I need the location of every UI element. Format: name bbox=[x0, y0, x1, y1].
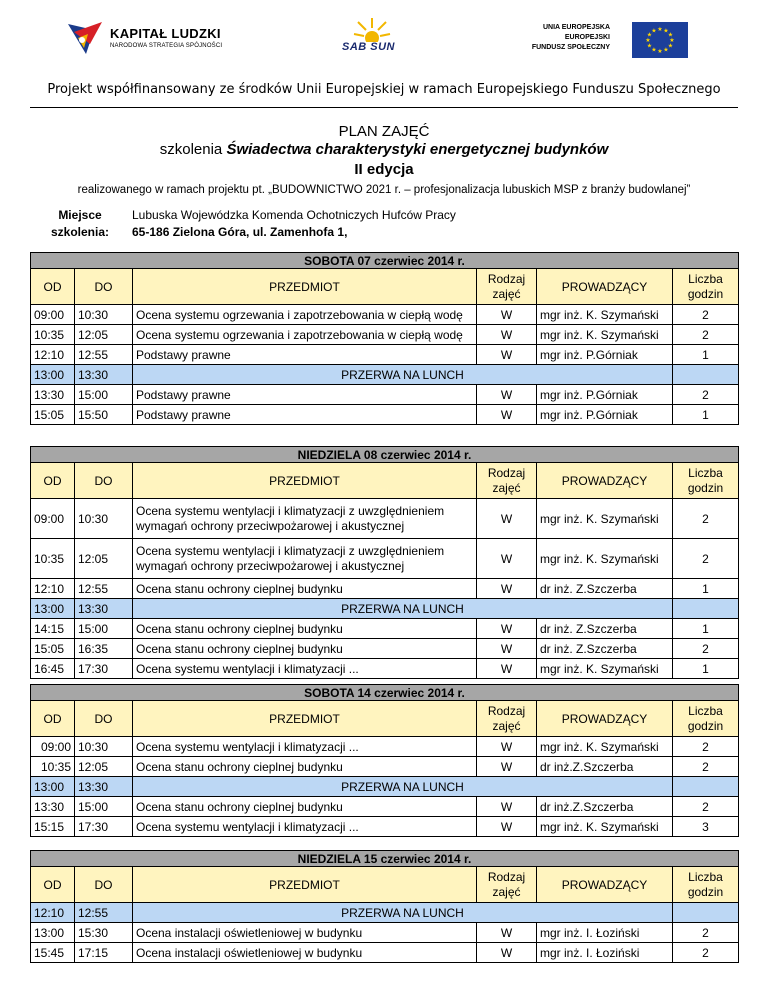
col-subject-header: PRZEDMIOT bbox=[133, 269, 477, 305]
logo-bar bbox=[0, 0, 768, 110]
cell-do: 10:30 bbox=[75, 305, 133, 325]
col-od-header: OD bbox=[31, 867, 75, 903]
lunch-row bbox=[31, 365, 739, 385]
cell-do: 17:30 bbox=[75, 817, 133, 837]
project-funding-line: Projekt współfinansowany ze środków Unii Europejskiej w ramach Europejskiego Funduszu Społecznego bbox=[47, 82, 721, 97]
day-title: SOBOTA 14 czerwiec 2014 r. bbox=[31, 685, 739, 701]
cell-hours: 2 bbox=[673, 797, 739, 817]
svg-text:★: ★ bbox=[657, 48, 663, 55]
cell-do: 15:30 bbox=[75, 923, 133, 943]
header-divider bbox=[30, 107, 738, 108]
cell-subject: Podstawy prawne bbox=[133, 385, 477, 405]
col-do-header: DO bbox=[75, 867, 133, 903]
cell-type: W bbox=[477, 797, 537, 817]
ue-text bbox=[532, 23, 610, 53]
eu-flag-icon bbox=[632, 22, 688, 58]
cell-hours: 2 bbox=[673, 639, 739, 659]
lunch-row bbox=[31, 903, 739, 923]
cell-do: 16:35 bbox=[75, 639, 133, 659]
cell-lecturer: dr inż. Z.Szczerba bbox=[537, 579, 673, 599]
cell-lecturer: mgr inż. K. Szymański bbox=[537, 305, 673, 325]
day-title-row bbox=[31, 447, 739, 463]
cell-do: 13:30 bbox=[75, 599, 133, 619]
cell-type: W bbox=[477, 305, 537, 325]
cell-empty bbox=[673, 903, 739, 923]
ue-line-3: FUNDUSZ SPOŁECZNY bbox=[531, 44, 610, 51]
table-row bbox=[31, 737, 739, 757]
cell-do: 12:05 bbox=[75, 757, 133, 777]
day-title-row bbox=[31, 253, 739, 269]
cell-type: W bbox=[477, 579, 537, 599]
day-title: SOBOTA 07 czerwiec 2014 r. bbox=[31, 253, 739, 269]
svg-text:★: ★ bbox=[651, 27, 657, 35]
cell-do: 12:05 bbox=[75, 325, 133, 345]
svg-text:★: ★ bbox=[663, 27, 669, 35]
cell-od: 12:10 bbox=[31, 903, 75, 923]
cell-type: W bbox=[477, 499, 537, 539]
cell-hours: 1 bbox=[673, 345, 739, 365]
lunch-row bbox=[31, 599, 739, 619]
cell-lecturer: mgr inż. K. Szymański bbox=[537, 737, 673, 757]
lunch-row bbox=[31, 777, 739, 797]
location-address: 65-186 Zielona Góra, ul. Zamenhofa 1, bbox=[132, 225, 348, 239]
cell-do: 15:00 bbox=[75, 619, 133, 639]
cell-lecturer: mgr inż. P.Górniak bbox=[537, 405, 673, 425]
table-row bbox=[31, 659, 739, 679]
cell-hours: 2 bbox=[673, 923, 739, 943]
cell-hours: 2 bbox=[673, 539, 739, 579]
cell-lecturer: dr inż.Z.Szczerba bbox=[537, 757, 673, 777]
cell-od: 13:30 bbox=[31, 385, 75, 405]
cell-od: 10:35 bbox=[31, 539, 75, 579]
cell-od: 09:00 bbox=[31, 499, 75, 539]
day-table bbox=[30, 850, 739, 963]
cell-type: W bbox=[477, 385, 537, 405]
cell-subject: Ocena systemu wentylacji i klimatyzacji z uwzględnieniem wymagań ochrony przeciwpożarowej i akustycznej bbox=[133, 539, 477, 579]
col-do-header: DO bbox=[75, 269, 133, 305]
sab-sun-text: SAB SUN bbox=[342, 41, 396, 53]
column-header-row bbox=[31, 701, 739, 737]
table-row bbox=[31, 757, 739, 777]
svg-text:★: ★ bbox=[667, 31, 674, 39]
location-value bbox=[132, 207, 456, 241]
col-hours-header: Liczba godzin bbox=[673, 269, 739, 305]
cell-lecturer: mgr inż. I. Łoziński bbox=[537, 923, 673, 943]
col-lecturer-header: PROWADZĄCY bbox=[537, 269, 673, 305]
day-title-row bbox=[31, 685, 739, 701]
edition: II edycja bbox=[354, 161, 414, 178]
training-prefix: szkolenia bbox=[159, 141, 227, 158]
cell-od: 12:10 bbox=[31, 345, 75, 365]
cell-hours: 2 bbox=[673, 943, 739, 963]
col-subject-header: PRZEDMIOT bbox=[133, 463, 477, 499]
cell-lecturer: mgr inż. I. Łoziński bbox=[537, 943, 673, 963]
cell-subject: Ocena systemu wentylacji i klimatyzacji ... bbox=[133, 817, 477, 837]
cell-od: 15:05 bbox=[31, 639, 75, 659]
table-row bbox=[31, 639, 739, 659]
cell-hours: 1 bbox=[673, 619, 739, 639]
svg-text:★: ★ bbox=[667, 42, 674, 50]
table-row bbox=[31, 923, 739, 943]
col-subject-header: PRZEDMIOT bbox=[133, 867, 477, 903]
training-name: Świadectwa charakterystyki energetycznej budynków bbox=[226, 141, 609, 158]
cell-hours: 1 bbox=[673, 405, 739, 425]
location-label-1: Miejsce bbox=[58, 208, 102, 222]
col-do-header: DO bbox=[75, 463, 133, 499]
cell-hours: 3 bbox=[673, 817, 739, 837]
table-row bbox=[31, 943, 739, 963]
cell-subject: Ocena instalacji oświetleniowej w budynku bbox=[133, 943, 477, 963]
column-header-row bbox=[31, 269, 739, 305]
lunch-label: PRZERWA NA LUNCH bbox=[133, 599, 673, 619]
cell-lecturer: dr inż.Z.Szczerba bbox=[537, 797, 673, 817]
cell-lecturer: mgr inż. P.Górniak bbox=[537, 385, 673, 405]
table-row bbox=[31, 385, 739, 405]
cell-od: 13:00 bbox=[31, 599, 75, 619]
sun-icon bbox=[328, 18, 428, 42]
table-row bbox=[31, 499, 739, 539]
cell-type: W bbox=[477, 659, 537, 679]
svg-text:★: ★ bbox=[645, 37, 651, 44]
col-subject-header: PRZEDMIOT bbox=[133, 701, 477, 737]
cell-lecturer: mgr inż. K. Szymański bbox=[537, 659, 673, 679]
cell-type: W bbox=[477, 325, 537, 345]
cell-lecturer: mgr inż. K. Szymański bbox=[537, 325, 673, 345]
cell-empty bbox=[673, 599, 739, 619]
cell-od: 10:35 bbox=[31, 325, 75, 345]
cell-hours: 2 bbox=[673, 757, 739, 777]
cell-lecturer: mgr inż. K. Szymański bbox=[537, 539, 673, 579]
day-table bbox=[30, 684, 739, 837]
cell-od: 12:10 bbox=[31, 579, 75, 599]
lunch-label: PRZERWA NA LUNCH bbox=[133, 777, 673, 797]
logo-sab-sun bbox=[328, 18, 428, 60]
col-type-header: Rodzaj zajęć bbox=[477, 867, 537, 903]
cell-subject: Podstawy prawne bbox=[133, 405, 477, 425]
location-label-2: szkolenia: bbox=[50, 225, 110, 239]
day-title: NIEDZIELA 08 czerwiec 2014 r. bbox=[31, 447, 739, 463]
lunch-label: PRZERWA NA LUNCH bbox=[133, 365, 673, 385]
cell-do: 13:30 bbox=[75, 365, 133, 385]
col-lecturer-header: PROWADZĄCY bbox=[537, 701, 673, 737]
logo-kapital-ludzki bbox=[64, 18, 224, 60]
location-name: Lubuska Wojewódzka Komenda Ochotniczych Hufców Pracy bbox=[132, 208, 456, 222]
cell-hours: 2 bbox=[673, 305, 739, 325]
table-row bbox=[31, 797, 739, 817]
cell-type: W bbox=[477, 923, 537, 943]
cell-subject: Ocena instalacji oświetleniowej w budynku bbox=[133, 923, 477, 943]
lunch-label: PRZERWA NA LUNCH bbox=[133, 903, 673, 923]
cell-lecturer: mgr inż. K. Szymański bbox=[537, 817, 673, 837]
table-row bbox=[31, 539, 739, 579]
project-realized: realizowanego w ramach projektu pt. „BUDOWNICTWO 2021 r. – profesjonalizacja lubuskich MSP z branży budowlanej” bbox=[77, 184, 691, 196]
svg-text:★: ★ bbox=[669, 37, 675, 44]
day-table bbox=[30, 252, 739, 425]
cell-type: W bbox=[477, 639, 537, 659]
table-row bbox=[31, 619, 739, 639]
cell-do: 10:30 bbox=[75, 499, 133, 539]
day-table bbox=[30, 446, 739, 679]
cell-empty bbox=[673, 777, 739, 797]
cell-subject: Podstawy prawne bbox=[133, 345, 477, 365]
cell-od: 16:45 bbox=[31, 659, 75, 679]
cell-od: 15:15 bbox=[31, 817, 75, 837]
cell-subject: Ocena stanu ochrony cieplnej budynku bbox=[133, 757, 477, 777]
logo-unia-europejska bbox=[528, 22, 688, 58]
cell-do: 17:15 bbox=[75, 943, 133, 963]
table-row bbox=[31, 345, 739, 365]
cell-subject: Ocena stanu ochrony cieplnej budynku bbox=[133, 797, 477, 817]
cell-do: 15:00 bbox=[75, 385, 133, 405]
col-lecturer-header: PROWADZĄCY bbox=[537, 867, 673, 903]
cell-do: 12:55 bbox=[75, 903, 133, 923]
location-label bbox=[40, 207, 120, 241]
cell-hours: 2 bbox=[673, 737, 739, 757]
cell-type: W bbox=[477, 619, 537, 639]
svg-text:★: ★ bbox=[663, 46, 669, 54]
table-row bbox=[31, 579, 739, 599]
cell-subject: Ocena stanu ochrony cieplnej budynku bbox=[133, 639, 477, 659]
cell-od: 09:00 bbox=[31, 737, 75, 757]
cell-type: W bbox=[477, 345, 537, 365]
table-row bbox=[31, 305, 739, 325]
cell-lecturer: mgr inż. P.Górniak bbox=[537, 345, 673, 365]
ue-line-2: EUROPEJSKI bbox=[564, 34, 610, 41]
day-title-row bbox=[31, 851, 739, 867]
col-hours-header: Liczba godzin bbox=[673, 701, 739, 737]
svg-text:★: ★ bbox=[657, 26, 663, 33]
col-od-header: OD bbox=[31, 701, 75, 737]
cell-do: 13:30 bbox=[75, 777, 133, 797]
cell-type: W bbox=[477, 943, 537, 963]
cell-lecturer: dr inż. Z.Szczerba bbox=[537, 619, 673, 639]
col-type-header: Rodzaj zajęć bbox=[477, 269, 537, 305]
cell-hours: 2 bbox=[673, 385, 739, 405]
cell-do: 15:00 bbox=[75, 797, 133, 817]
table-row bbox=[31, 405, 739, 425]
cell-hours: 1 bbox=[673, 659, 739, 679]
kapital-ludzki-title: KAPITAŁ LUDZKI bbox=[110, 26, 221, 41]
cell-od: 15:45 bbox=[31, 943, 75, 963]
cell-subject: Ocena systemu wentylacji i klimatyzacji ... bbox=[133, 737, 477, 757]
cell-type: W bbox=[477, 539, 537, 579]
cell-lecturer: dr inż. Z.Szczerba bbox=[537, 639, 673, 659]
column-header-row bbox=[31, 463, 739, 499]
cell-subject: Ocena systemu wentylacji i klimatyzacji ... bbox=[133, 659, 477, 679]
cell-od: 13:00 bbox=[31, 777, 75, 797]
cell-od: 09:00 bbox=[31, 305, 75, 325]
cell-do: 12:55 bbox=[75, 579, 133, 599]
cell-type: W bbox=[477, 405, 537, 425]
cell-od: 13:30 bbox=[31, 797, 75, 817]
cell-subject: Ocena systemu wentylacji i klimatyzacji z uwzględnieniem wymagań ochrony przeciwpożarowej i akustycznej bbox=[133, 499, 477, 539]
col-od-header: OD bbox=[31, 463, 75, 499]
table-row bbox=[31, 325, 739, 345]
cell-lecturer: mgr inż. K. Szymański bbox=[537, 499, 673, 539]
col-do-header: DO bbox=[75, 701, 133, 737]
cell-hours: 2 bbox=[673, 499, 739, 539]
cell-empty bbox=[673, 365, 739, 385]
table-row bbox=[31, 817, 739, 837]
cell-od: 14:15 bbox=[31, 619, 75, 639]
cell-do: 10:30 bbox=[75, 737, 133, 757]
cell-subject: Ocena stanu ochrony cieplnej budynku bbox=[133, 619, 477, 639]
svg-text:★: ★ bbox=[651, 46, 657, 54]
cell-type: W bbox=[477, 757, 537, 777]
ue-line-1: UNIA EUROPEJSKA bbox=[542, 24, 610, 31]
kapital-ludzki-emblem-icon bbox=[64, 18, 106, 60]
col-type-header: Rodzaj zajęć bbox=[477, 701, 537, 737]
col-hours-header: Liczba godzin bbox=[673, 463, 739, 499]
kapital-ludzki-subtitle: NARODOWA STRATEGIA SPÓJNOŚCI bbox=[110, 43, 223, 49]
cell-do: 12:55 bbox=[75, 345, 133, 365]
cell-subject: Ocena systemu ogrzewania i zapotrzebowania w ciepłą wodę bbox=[133, 305, 477, 325]
cell-hours: 1 bbox=[673, 579, 739, 599]
cell-do: 17:30 bbox=[75, 659, 133, 679]
svg-text:★: ★ bbox=[646, 31, 653, 39]
cell-hours: 2 bbox=[673, 325, 739, 345]
cell-od: 10:35 bbox=[31, 757, 75, 777]
column-header-row bbox=[31, 867, 739, 903]
plan-title: PLAN ZAJĘĆ bbox=[338, 123, 430, 140]
day-title: NIEDZIELA 15 czerwiec 2014 r. bbox=[31, 851, 739, 867]
col-hours-header: Liczba godzin bbox=[673, 867, 739, 903]
cell-od: 13:00 bbox=[31, 365, 75, 385]
col-od-header: OD bbox=[31, 269, 75, 305]
cell-od: 15:05 bbox=[31, 405, 75, 425]
cell-od: 13:00 bbox=[31, 923, 75, 943]
col-lecturer-header: PROWADZĄCY bbox=[537, 463, 673, 499]
training-title bbox=[0, 141, 768, 158]
cell-subject: Ocena systemu ogrzewania i zapotrzebowania w ciepłą wodę bbox=[133, 325, 477, 345]
svg-text:★: ★ bbox=[646, 42, 653, 50]
cell-type: W bbox=[477, 817, 537, 837]
cell-do: 15:50 bbox=[75, 405, 133, 425]
col-type-header: Rodzaj zajęć bbox=[477, 463, 537, 499]
cell-subject: Ocena stanu ochrony cieplnej budynku bbox=[133, 579, 477, 599]
cell-do: 12:05 bbox=[75, 539, 133, 579]
cell-type: W bbox=[477, 737, 537, 757]
